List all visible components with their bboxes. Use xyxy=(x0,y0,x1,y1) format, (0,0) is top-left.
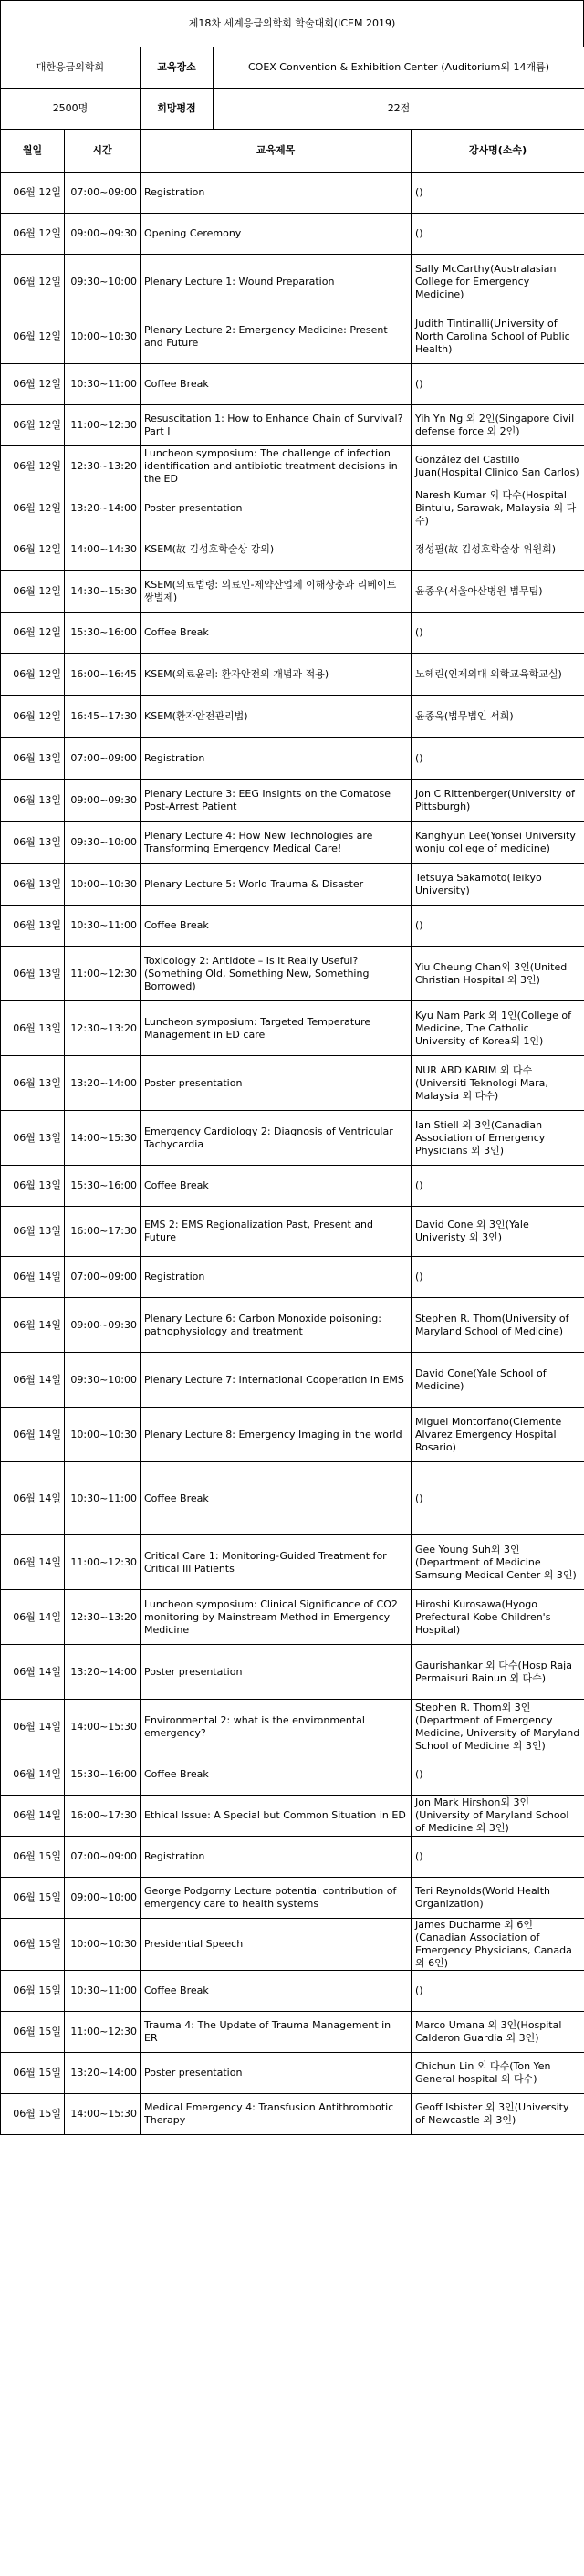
cell-date: 06월 13일 xyxy=(1,1166,65,1207)
table-row xyxy=(1,947,584,1001)
cell-time: 09:30~10:00 xyxy=(65,255,141,309)
cell-title: EMS 2: EMS Regionalization Past, Present and Future xyxy=(141,1207,412,1257)
page-title: 제18차 세계응급의학회 학술대회(ICEM 2019) xyxy=(1,1,584,47)
cell-time: 07:00~09:00 xyxy=(65,738,141,780)
cell-speaker: () xyxy=(412,1971,584,2012)
cell-speaker: Stephen R. Thom외 3인(Department of Emergency Medicine, University of Maryland School of Medicine 외 3인) xyxy=(412,1700,584,1754)
organizer: 대한응급의학회 xyxy=(1,47,141,89)
cell-title: Coffee Break xyxy=(141,1166,412,1207)
cell-speaker: () xyxy=(412,906,584,947)
cell-speaker: Chichun Lin 외 다수(Ton Yen General hospital 외 다수) xyxy=(412,2053,584,2094)
cell-date: 06월 13일 xyxy=(1,1001,65,1056)
points-label: 희망평점 xyxy=(141,89,214,130)
table-row xyxy=(1,1535,584,1590)
cell-time: 11:00~12:30 xyxy=(65,405,141,446)
table-row xyxy=(1,309,584,364)
cell-time: 12:30~13:20 xyxy=(65,446,141,487)
cell-speaker: Jon C Rittenberger(University of Pittsburgh) xyxy=(412,780,584,822)
table-row xyxy=(1,1408,584,1462)
cell-speaker: 윤종욱(법무법인 서희) xyxy=(412,696,584,738)
cell-title: Emergency Cardiology 2: Diagnosis of Ventricular Tachycardia xyxy=(141,1111,412,1166)
table-row xyxy=(1,2053,584,2094)
cell-date: 06월 13일 xyxy=(1,1111,65,1166)
cell-title: Resuscitation 1: How to Enhance Chain of Survival? Part I xyxy=(141,405,412,446)
cell-time: 16:45~17:30 xyxy=(65,696,141,738)
table-row xyxy=(1,405,584,446)
cell-title: Opening Ceremony xyxy=(141,214,412,255)
cell-time: 14:00~15:30 xyxy=(65,1111,141,1166)
cell-title: Plenary Lecture 8: Emergency Imaging in the world xyxy=(141,1408,412,1462)
cell-speaker: () xyxy=(412,613,584,654)
cell-title: Plenary Lecture 5: World Trauma & Disaster xyxy=(141,864,412,906)
cell-speaker: Yih Yn Ng 외 2인(Singapore Civil defense force 외 2인) xyxy=(412,405,584,446)
cell-time: 10:30~11:00 xyxy=(65,1462,141,1535)
cell-date: 06월 13일 xyxy=(1,947,65,1001)
cell-speaker: () xyxy=(412,738,584,780)
header-date: 월일 xyxy=(1,130,65,173)
table-row xyxy=(1,1837,584,1878)
table-row xyxy=(1,1298,584,1353)
cell-time: 13:20~14:00 xyxy=(65,1056,141,1111)
cell-speaker: Ian Stiell 외 3인(Canadian Association of Emergency Physicians 외 3인) xyxy=(412,1111,584,1166)
cell-time: 11:00~12:30 xyxy=(65,1535,141,1590)
cell-speaker: () xyxy=(412,173,584,214)
cell-speaker: NUR ABD KARIM 외 다수(Universiti Teknologi Mara, Malaysia 외 다수) xyxy=(412,1056,584,1111)
cell-speaker: () xyxy=(412,214,584,255)
cell-title: Plenary Lecture 2: Emergency Medicine: Present and Future xyxy=(141,309,412,364)
cell-speaker: () xyxy=(412,364,584,405)
cell-date: 06월 12일 xyxy=(1,446,65,487)
venue: COEX Convention & Exhibition Center (Auditorium외 14개룸) xyxy=(214,47,584,89)
table-row xyxy=(1,364,584,405)
table-row xyxy=(1,173,584,214)
table-row xyxy=(1,780,584,822)
cell-speaker: Marco Umana 외 3인(Hospital Calderon Guardia 외 3인) xyxy=(412,2012,584,2053)
cell-title: Coffee Break xyxy=(141,906,412,947)
cell-date: 06월 13일 xyxy=(1,906,65,947)
cell-speaker: Gaurishankar 외 다수(Hosp Raja Permaisuri Bainun 외 다수) xyxy=(412,1645,584,1700)
cell-speaker: Teri Reynolds(World Health Organization) xyxy=(412,1878,584,1919)
cell-speaker: David Cone(Yale School of Medicine) xyxy=(412,1353,584,1408)
cell-date: 06월 12일 xyxy=(1,529,65,571)
table-row xyxy=(1,696,584,738)
header-speaker: 강사명(소속) xyxy=(412,130,584,173)
cell-speaker: () xyxy=(412,1257,584,1298)
cell-title: Critical Care 1: Monitoring-Guided Treatment for Critical Ill Patients xyxy=(141,1535,412,1590)
table-row xyxy=(1,1462,584,1535)
table-row xyxy=(1,571,584,613)
cell-speaker: Naresh Kumar 외 다수(Hospital Bintulu, Sarawak, Malaysia 외 다수) xyxy=(412,487,584,529)
cell-speaker: Miguel Montorfano(Clemente Alvarez Emergency Hospital Rosario) xyxy=(412,1408,584,1462)
cell-date: 06월 12일 xyxy=(1,214,65,255)
cell-speaker: Kyu Nam Park 외 1인(College of Medicine, The Catholic University of Korea외 1인) xyxy=(412,1001,584,1056)
cell-time: 11:00~12:30 xyxy=(65,2012,141,2053)
table-row xyxy=(1,446,584,487)
cell-title: Coffee Break xyxy=(141,1462,412,1535)
cell-time: 14:00~15:30 xyxy=(65,1700,141,1754)
table-row xyxy=(1,1645,584,1700)
cell-time: 10:30~11:00 xyxy=(65,1971,141,2012)
cell-date: 06월 15일 xyxy=(1,2012,65,2053)
cell-date: 06월 14일 xyxy=(1,1462,65,1535)
cell-time: 10:00~10:30 xyxy=(65,1408,141,1462)
cell-speaker: () xyxy=(412,1837,584,1878)
table-row xyxy=(1,1754,584,1796)
cell-date: 06월 14일 xyxy=(1,1700,65,1754)
cell-date: 06월 12일 xyxy=(1,487,65,529)
cell-title: Registration xyxy=(141,738,412,780)
cell-title: Plenary Lecture 4: How New Technologies are Transforming Emergency Medical Care! xyxy=(141,822,412,864)
cell-time: 15:30~16:00 xyxy=(65,613,141,654)
cell-speaker: () xyxy=(412,1462,584,1535)
venue-label: 교육장소 xyxy=(141,47,214,89)
table-row xyxy=(1,1257,584,1298)
cell-title: Coffee Break xyxy=(141,1971,412,2012)
cell-speaker: Geoff Isbister 외 3인(University of Newcastle 외 3인) xyxy=(412,2094,584,2135)
cell-date: 06월 12일 xyxy=(1,405,65,446)
cell-time: 10:30~11:00 xyxy=(65,906,141,947)
cell-title: Registration xyxy=(141,173,412,214)
table-row xyxy=(1,822,584,864)
cell-time: 14:00~15:30 xyxy=(65,2094,141,2135)
cell-time: 13:20~14:00 xyxy=(65,2053,141,2094)
cell-date: 06월 14일 xyxy=(1,1257,65,1298)
cell-title: Plenary Lecture 6: Carbon Monoxide poisoning: pathophysiology and treatment xyxy=(141,1298,412,1353)
cell-date: 06월 15일 xyxy=(1,1837,65,1878)
cell-time: 10:30~11:00 xyxy=(65,364,141,405)
cell-date: 06월 14일 xyxy=(1,1590,65,1645)
schedule-body xyxy=(1,173,584,2135)
cell-title: Trauma 4: The Update of Trauma Management in ER xyxy=(141,2012,412,2053)
cell-speaker: () xyxy=(412,1166,584,1207)
cell-date: 06월 13일 xyxy=(1,864,65,906)
cell-date: 06월 14일 xyxy=(1,1353,65,1408)
cell-date: 06월 13일 xyxy=(1,780,65,822)
cell-title: Plenary Lecture 3: EEG Insights on the Comatose Post-Arrest Patient xyxy=(141,780,412,822)
cell-speaker: David Cone 외 3인(Yale Univeristy 외 3인) xyxy=(412,1207,584,1257)
points-value: 22점 xyxy=(214,89,584,130)
cell-date: 06월 12일 xyxy=(1,173,65,214)
cell-time: 07:00~09:00 xyxy=(65,1837,141,1878)
schedule-table xyxy=(0,129,584,2135)
table-row xyxy=(1,529,584,571)
cell-title: Luncheon symposium: Targeted Temperature Management in ED care xyxy=(141,1001,412,1056)
table-row xyxy=(1,1919,584,1971)
cell-speaker: Tetsuya Sakamoto(Teikyo University) xyxy=(412,864,584,906)
cell-time: 09:30~10:00 xyxy=(65,1353,141,1408)
cell-speaker: 정성필(故 김성호학술상 위원회) xyxy=(412,529,584,571)
cell-time: 09:30~10:00 xyxy=(65,822,141,864)
table-row xyxy=(1,1353,584,1408)
table-row xyxy=(1,1971,584,2012)
cell-date: 06월 12일 xyxy=(1,309,65,364)
cell-speaker: 윤종우(서울아산병원 법무팀) xyxy=(412,571,584,613)
cell-date: 06월 12일 xyxy=(1,255,65,309)
info-table xyxy=(0,47,584,130)
cell-date: 06월 12일 xyxy=(1,613,65,654)
cell-speaker: González del Castillo Juan(Hospital Clinico San Carlos) xyxy=(412,446,584,487)
cell-title: Luncheon symposium: The challenge of infection identification and antibiotic treatment decisions in the ED xyxy=(141,446,412,487)
table-row xyxy=(1,864,584,906)
cell-date: 06월 14일 xyxy=(1,1298,65,1353)
cell-title: Plenary Lecture 7: International Cooperation in EMS xyxy=(141,1353,412,1408)
cell-speaker: Gee Young Suh외 3인(Department of Medicine Samsung Medical Center 외 3인) xyxy=(412,1535,584,1590)
cell-time: 09:00~09:30 xyxy=(65,1298,141,1353)
cell-time: 10:00~10:30 xyxy=(65,1919,141,1971)
title-table xyxy=(0,0,584,47)
cell-speaker: Kanghyun Lee(Yonsei University wonju college of medicine) xyxy=(412,822,584,864)
cell-date: 06월 14일 xyxy=(1,1535,65,1590)
cell-date: 06월 14일 xyxy=(1,1408,65,1462)
table-row xyxy=(1,738,584,780)
cell-title: Coffee Break xyxy=(141,364,412,405)
cell-speaker: James Ducharme 외 6인(Canadian Association of Emergency Physicians, Canada 외 6인) xyxy=(412,1919,584,1971)
cell-time: 14:30~15:30 xyxy=(65,571,141,613)
cell-title: Luncheon symposium: Clinical Significance of CO2 monitoring by Mainstream Method in Emergency Medicine xyxy=(141,1590,412,1645)
cell-date: 06월 14일 xyxy=(1,1754,65,1796)
cell-date: 06월 14일 xyxy=(1,1796,65,1837)
table-row xyxy=(1,1878,584,1919)
cell-time: 10:00~10:30 xyxy=(65,309,141,364)
cell-speaker: Sally McCarthy(Australasian College for Emergency Medicine) xyxy=(412,255,584,309)
table-row xyxy=(1,487,584,529)
cell-title: Poster presentation xyxy=(141,1645,412,1700)
table-row xyxy=(1,255,584,309)
cell-date: 06월 12일 xyxy=(1,364,65,405)
cell-title: Toxicology 2: Antidote – Is It Really Useful? (Something Old, Something New, Something Borrowed) xyxy=(141,947,412,1001)
cell-speaker: Hiroshi Kurosawa(Hyogo Prefectural Kobe Children's Hospital) xyxy=(412,1590,584,1645)
schedule-header-row xyxy=(1,130,584,173)
cell-time: 14:00~14:30 xyxy=(65,529,141,571)
cell-date: 06월 13일 xyxy=(1,738,65,780)
cell-title: Plenary Lecture 1: Wound Preparation xyxy=(141,255,412,309)
cell-speaker: Jon Mark Hirshon외 3인(University of Maryland School of Medicine 외 3인) xyxy=(412,1796,584,1837)
attendee-count: 2500명 xyxy=(1,89,141,130)
cell-date: 06월 15일 xyxy=(1,1971,65,2012)
table-row xyxy=(1,1590,584,1645)
table-row xyxy=(1,1056,584,1111)
table-row xyxy=(1,2012,584,2053)
cell-time: 16:00~17:30 xyxy=(65,1207,141,1257)
cell-title: Coffee Break xyxy=(141,613,412,654)
cell-date: 06월 13일 xyxy=(1,822,65,864)
cell-date: 06월 14일 xyxy=(1,1645,65,1700)
cell-speaker: Judith Tintinalli(University of North Carolina School of Public Health) xyxy=(412,309,584,364)
cell-date: 06월 15일 xyxy=(1,1919,65,1971)
cell-title: Medical Emergency 4: Transfusion Antithrombotic Therapy xyxy=(141,2094,412,2135)
cell-time: 16:00~17:30 xyxy=(65,1796,141,1837)
cell-time: 12:30~13:20 xyxy=(65,1590,141,1645)
cell-time: 09:00~10:00 xyxy=(65,1878,141,1919)
cell-title: Ethical Issue: A Special but Common Situation in ED xyxy=(141,1796,412,1837)
cell-time: 15:30~16:00 xyxy=(65,1754,141,1796)
table-row xyxy=(1,1111,584,1166)
cell-date: 06월 12일 xyxy=(1,571,65,613)
cell-title: Environmental 2: what is the environmental emergency? xyxy=(141,1700,412,1754)
cell-title: KSEM(故 김성호학술상 강의) xyxy=(141,529,412,571)
cell-time: 10:00~10:30 xyxy=(65,864,141,906)
cell-title: Presidential Speech xyxy=(141,1919,412,1971)
cell-date: 06월 15일 xyxy=(1,2053,65,2094)
cell-date: 06월 13일 xyxy=(1,1056,65,1111)
cell-title: KSEM(의료윤리: 환자안전의 개념과 적용) xyxy=(141,654,412,696)
header-title: 교육제목 xyxy=(141,130,412,173)
cell-title: Poster presentation xyxy=(141,2053,412,2094)
cell-time: 16:00~16:45 xyxy=(65,654,141,696)
table-row xyxy=(1,1207,584,1257)
cell-date: 06월 12일 xyxy=(1,696,65,738)
cell-title: KSEM(의료법령: 의료인-제약산업체 이해상충과 리베이트 쌍벌제) xyxy=(141,571,412,613)
header-time: 시간 xyxy=(65,130,141,173)
cell-date: 06월 15일 xyxy=(1,1878,65,1919)
cell-title: Poster presentation xyxy=(141,487,412,529)
table-row xyxy=(1,1166,584,1207)
cell-time: 07:00~09:00 xyxy=(65,1257,141,1298)
cell-title: Registration xyxy=(141,1837,412,1878)
cell-time: 09:00~09:30 xyxy=(65,214,141,255)
cell-time: 09:00~09:30 xyxy=(65,780,141,822)
cell-time: 13:20~14:00 xyxy=(65,487,141,529)
table-row xyxy=(1,906,584,947)
cell-date: 06월 15일 xyxy=(1,2094,65,2135)
table-row xyxy=(1,2094,584,2135)
cell-time: 07:00~09:00 xyxy=(65,173,141,214)
cell-speaker: 노혜린(인제의대 의학교육학교실) xyxy=(412,654,584,696)
cell-speaker: () xyxy=(412,1754,584,1796)
cell-title: Registration xyxy=(141,1257,412,1298)
cell-title: George Podgorny Lecture potential contribution of emergency care to health systems xyxy=(141,1878,412,1919)
table-row xyxy=(1,214,584,255)
cell-time: 11:00~12:30 xyxy=(65,947,141,1001)
table-row xyxy=(1,654,584,696)
cell-date: 06월 13일 xyxy=(1,1207,65,1257)
cell-speaker: Yiu Cheung Chan외 3인(United Christian Hospital 외 3인) xyxy=(412,947,584,1001)
cell-speaker: Stephen R. Thom(University of Maryland School of Medicine) xyxy=(412,1298,584,1353)
cell-title: Poster presentation xyxy=(141,1056,412,1111)
table-row xyxy=(1,1001,584,1056)
table-row xyxy=(1,613,584,654)
cell-time: 12:30~13:20 xyxy=(65,1001,141,1056)
cell-title: Coffee Break xyxy=(141,1754,412,1796)
cell-title: KSEM(환자안전관리법) xyxy=(141,696,412,738)
table-row xyxy=(1,1700,584,1754)
table-row xyxy=(1,1796,584,1837)
cell-time: 15:30~16:00 xyxy=(65,1166,141,1207)
cell-date: 06월 12일 xyxy=(1,654,65,696)
cell-time: 13:20~14:00 xyxy=(65,1645,141,1700)
